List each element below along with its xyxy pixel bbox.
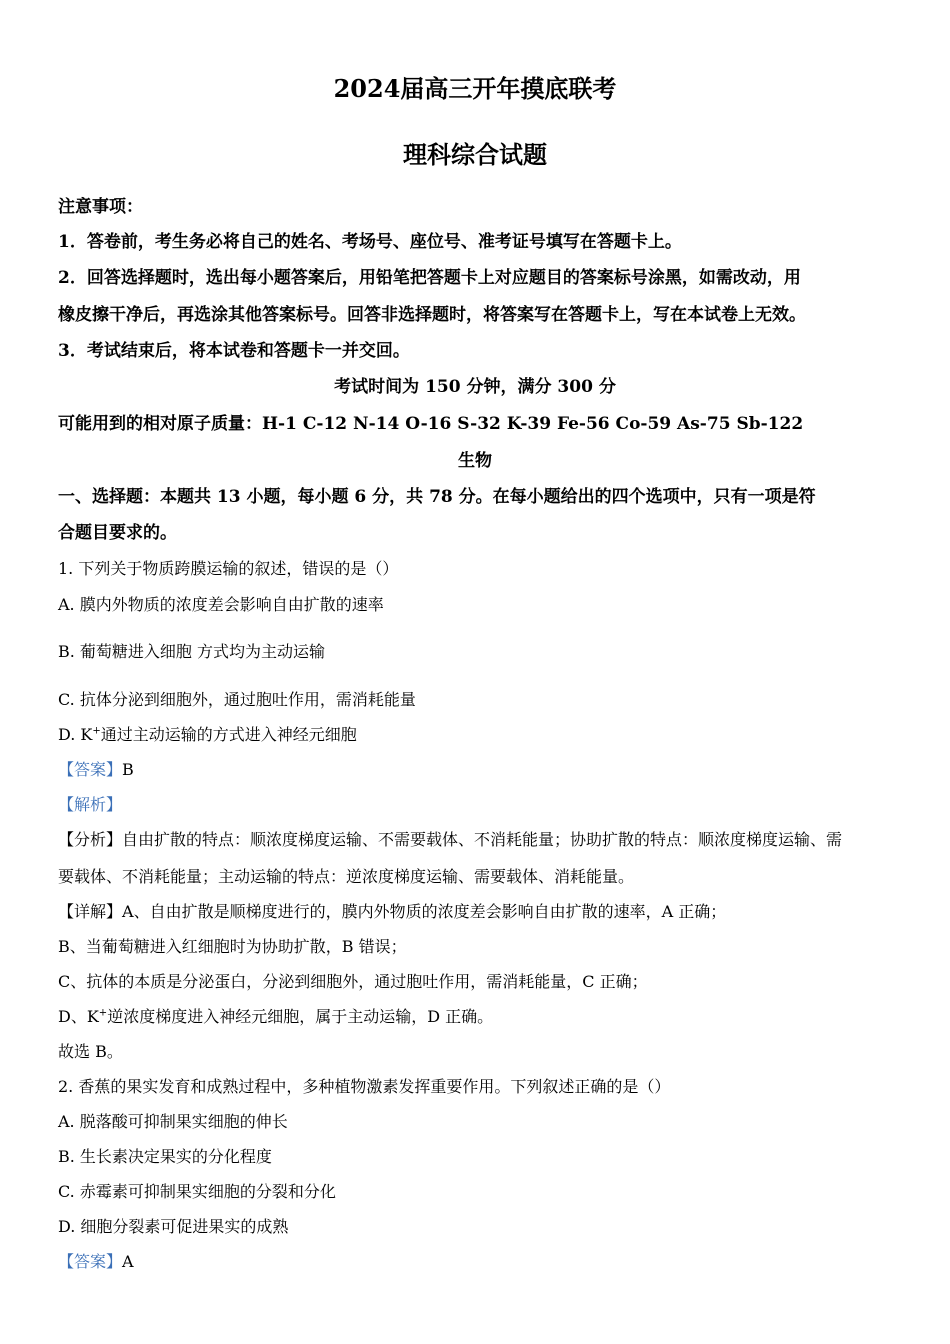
fenxi-text: 自由扩散的特点：顺浓度梯度运输、不需要载体、不消耗能量；协助扩散的特点：顺浓度梯度运输、需 xyxy=(122,830,843,849)
q1-detail-c: C、抗体的本质是分泌蛋白，分泌到细胞外，通过胞吐作用，需消耗能量，C 正确； xyxy=(58,972,648,991)
q1-fenxi-line-1 xyxy=(58,830,842,850)
exam-time: 考试时间为 150 分钟，满分 300 分 xyxy=(334,377,616,397)
q1-detail-b: B、当葡萄糖进入红细胞时为协助扩散，B 错误； xyxy=(58,937,407,956)
notice-item-2-line-1: 2．回答选择题时，选出每小题答案后，用铅笔把答题卡上对应题目的答案标号涂黑，如需改动，用 xyxy=(58,268,801,288)
detail-d-rest: 逆浓度梯度进入神经元细胞，属于主动运输，D 正确。 xyxy=(107,1007,494,1026)
q2-option-d: D. 细胞分裂素可促进果实的成熟 xyxy=(58,1217,289,1236)
q1-option-b: B. 葡萄糖进入细胞 方式均为主动运输 xyxy=(58,642,326,661)
analysis-tag: 【解析】 xyxy=(58,795,123,814)
q2-answer xyxy=(58,1252,134,1272)
page-title: 2024届高三开年摸底联考 xyxy=(333,74,617,103)
q1-conclusion: 故选 B。 xyxy=(58,1042,123,1061)
notice-item-2-line-2: 橡皮擦干净后，再选涂其他答案标号。回答非选择题时，将答案写在答题卡上，写在本试卷上无效。 xyxy=(58,305,806,325)
q1-option-c: C. 抗体分泌到细胞外，通过胞吐作用，需消耗能量 xyxy=(58,690,416,709)
q1-option-a: A. 膜内外物质的浓度差会影响自由扩散的速率 xyxy=(58,595,384,614)
q1-detail-a xyxy=(58,902,726,922)
q1-option-d-sup: + xyxy=(92,725,101,737)
fenxi-tag: 【分析】 xyxy=(58,830,123,849)
q1-answer-value: B xyxy=(122,760,134,779)
q1-answer xyxy=(58,760,134,780)
section-instruction-line-1: 一、选择题：本题共 13 小题，每小题 6 分，共 78 分。在每小题给出的四个选项中，只有一项是符 xyxy=(58,487,816,507)
subject-heading: 生物 xyxy=(458,451,492,471)
q1-option-d xyxy=(58,725,357,745)
q2-option-b: B. 生长素决定果实的分化程度 xyxy=(58,1147,272,1166)
answer-tag: 【答案】 xyxy=(58,1252,123,1271)
q2-option-a: A. 脱落酸可抑制果实细胞的伸长 xyxy=(58,1112,288,1131)
q1-option-d-prefix: D. K xyxy=(58,725,93,744)
section-instruction-line-2: 合题目要求的。 xyxy=(58,523,177,543)
q2-option-c: C. 赤霉素可抑制果实细胞的分裂和分化 xyxy=(58,1182,336,1201)
q2-stem: 2. 香蕉的果实发育和成熟过程中，多种植物激素发挥重要作用。下列叙述正确的是（） xyxy=(58,1077,671,1096)
detail-d-prefix: D、K xyxy=(58,1007,99,1026)
atomic-mass: 可能用到的相对原子质量：H-1 C-12 N-14 O-16 S-32 K-39 Fe-56 Co-59 As-75 Sb-122 xyxy=(58,414,804,434)
q1-fenxi-line-2: 要载体、不消耗能量；主动运输的特点：逆浓度梯度运输、需要载体、消耗能量。 xyxy=(58,867,635,886)
q2-answer-value: A xyxy=(122,1252,134,1271)
q1-option-d-rest: 通过主动运输的方式进入神经元细胞 xyxy=(100,725,357,744)
page-subtitle: 理科综合试题 xyxy=(403,140,547,169)
q1-stem: 1. 下列关于物质跨膜运输的叙述，错误的是（） xyxy=(58,559,399,578)
q1-detail-d xyxy=(58,1007,493,1027)
notice-item-3: 3．考试结束后，将本试卷和答题卡一并交回。 xyxy=(58,341,410,361)
answer-tag: 【答案】 xyxy=(58,760,123,779)
notice-item-1: 1．答卷前，考生务必将自己的姓名、考场号、座位号、准考证号填写在答题卡上。 xyxy=(58,232,682,252)
detail-tag: 【详解】 xyxy=(58,902,123,921)
detail-a-text: A、自由扩散是顺梯度进行的，膜内外物质的浓度差会影响自由扩散的速率，A 正确； xyxy=(122,902,727,921)
notice-heading: 注意事项： xyxy=(58,197,143,217)
detail-d-sup: + xyxy=(98,1007,108,1019)
